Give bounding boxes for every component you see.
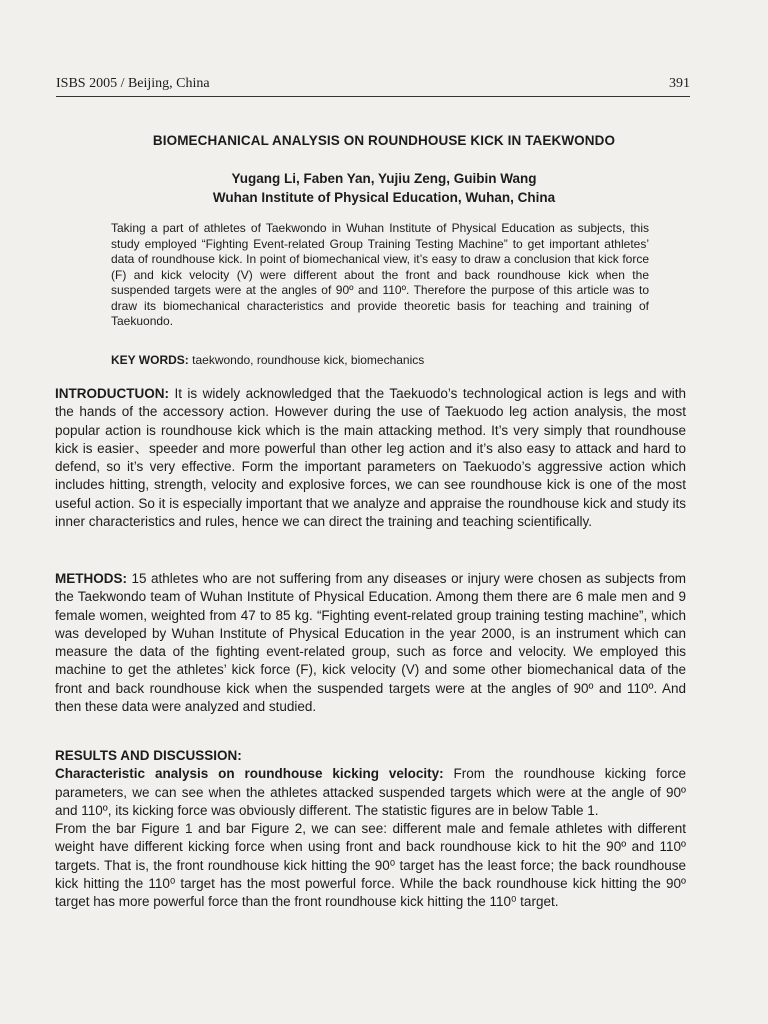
author-affiliation: Wuhan Institute of Physical Education, Wuhan, China (212, 190, 556, 205)
keywords-text: taekwondo, roundhouse kick, biomechanics (188, 353, 425, 367)
introduction-text: It is widely acknowledged that the Taekuodo’s technological action is legs and with the hands of the accessory action. However during the use of Taekuodo leg action analysis, the most popular action is roundhouse kick which is the main attacking method. It’s very simply that roundhouse kick is easier、speeder and more powerful than other leg action and it’s also easy to attack and hard to defend, so it’s very effective. Form the important parameters on Taekuodo’s aggressive action which includes hitting, strength, velocity and explosive forces, we can see roundhouse kick is one of the most useful action. So it is especially important that we analyze and appraise the roundhouse kick and study its inner characteristics and rules, hence we can direct the training and teaching scientifically. (55, 386, 686, 530)
keywords (111, 353, 649, 368)
keywords-label: KEY WORDS: (111, 353, 189, 367)
results-heading: RESULTS AND DISCUSSION: (55, 748, 242, 763)
methods-text: 15 athletes who are not suffering from any diseases or injury were chosen as subjects from the Taekwondo team of Wuhan Institute of Physical Education. Among them there are 6 male men and 9 female women, weighted from 47 to 85 kg. “Fighting event-related group training testing machine”, which was developed by Wuhan Institute of Physical Education in the year 2000, is an instrument which can measure the data of the fighting event-related group, such as force and velocity. We employed this machine to get the athletes’ kick force (F), kick velocity (V) and some other biomechanical data of the front and back roundhouse kick when the suspended targets were at the angles of 90º and 110º. And then these data were analyzed and studied. (55, 571, 686, 715)
author-names: Yugang Li, Faben Yan, Yujiu Zeng, Guibin Wang (231, 171, 537, 186)
page-number: 391 (669, 76, 690, 91)
paper-title: BIOMECHANICAL ANALYSIS ON ROUNDHOUSE KICK IN TAEKWONDO (152, 133, 616, 148)
results-subsection-text: From the roundhouse kicking force parameters, we can see when the athletes attacked suspended targets which were at the angle of 90º and 110º, its kicking force was obviously different. The statistic figures are in below Table 1. (55, 766, 686, 818)
results-paragraph: From the bar Figure 1 and bar Figure 2, we can see: different male and female athletes with different weight have different kicking force when using front and back roundhouse kick to hit the 90º and 110º targets. That is, the front roundhouse kick hitting the 90⁰ target has the least force; the back roundhouse kick hitting the 110⁰ target has the most powerful force. While the back roundhouse kick hitting the 90º target has more powerful force than the front roundhouse kick hitting the 110⁰ target. (55, 821, 686, 910)
introduction-section (55, 385, 686, 531)
methods-heading: METHODS: (55, 571, 127, 586)
results-section (55, 747, 686, 912)
running-header (56, 74, 690, 97)
conference-label: ISBS 2005 / Beijing, China (56, 76, 210, 91)
author-block (0, 169, 768, 207)
abstract: Taking a part of athletes of Taekwondo in Wuhan Institute of Physical Education as subjects, this study employed “Fighting Event-related Group Training Testing Machine” to get important athletes’ data of roundhouse kick. In point of biomechanical view, it’s easy to draw a conclusion that kick force (F) and kick velocity (V) were different about the front and back roundhouse kick when the suspended targets were at the angles of 90º and 110º. Therefore the purpose of this article was to draw its biomechanical characteristics and provide theoretic basis for teaching and training of Taekuondo. (111, 221, 649, 328)
methods-section (55, 570, 686, 716)
results-subheading: Characteristic analysis on roundhouse kicking velocity: (55, 766, 444, 782)
introduction-heading: INTRODUCTUON: (55, 386, 169, 401)
results-subsection (55, 765, 686, 820)
